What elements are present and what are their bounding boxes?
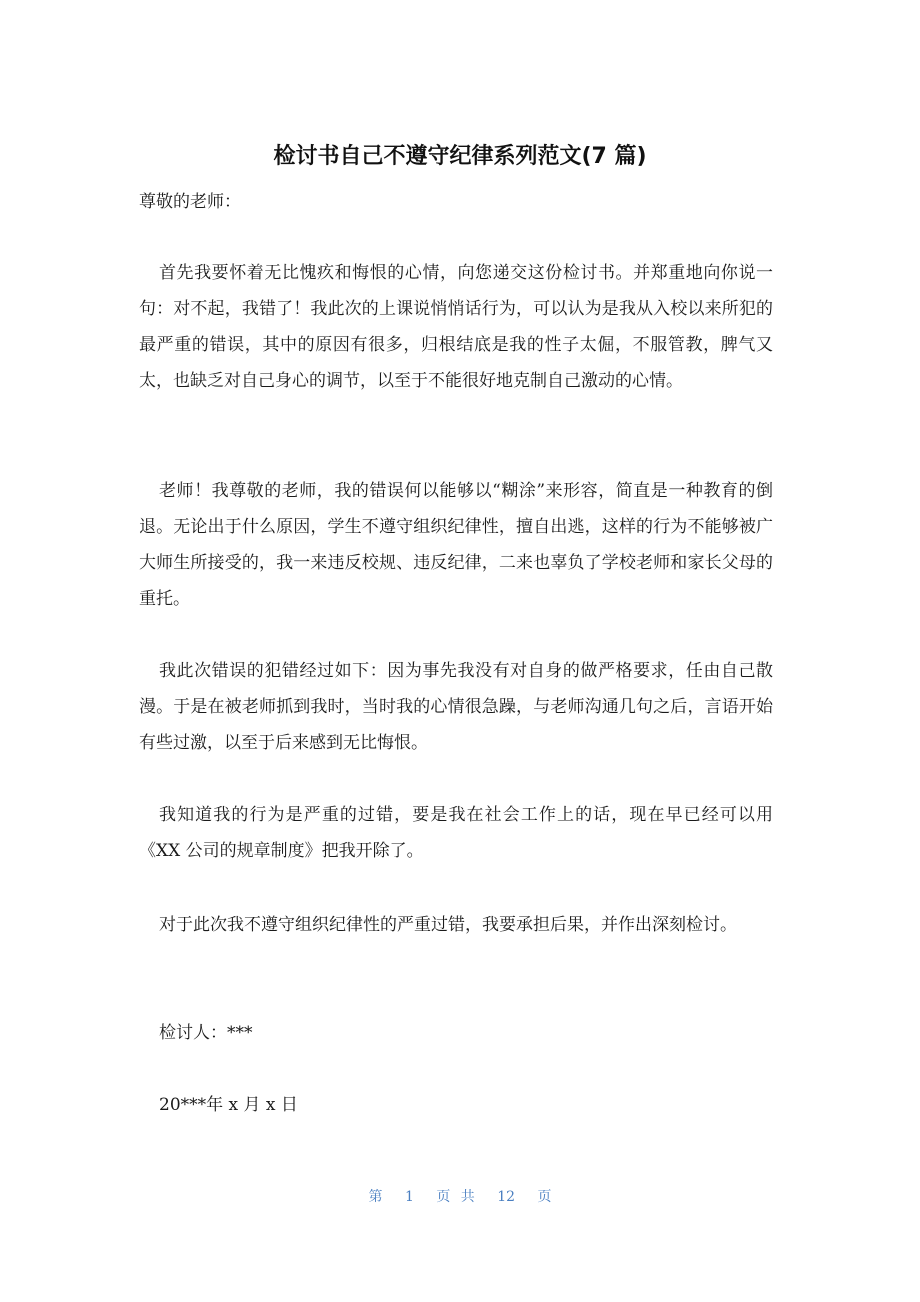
paragraph-2: 老师！我尊敬的老师，我的错误何以能够以“糊涂”来形容，简直是一种教育的倒退。无论出于什么原因，学生不遵守组织纪律性，擅自出逃，这样的行为不能够被广大师生所接受的，我一来违反校规、违反纪律，二来也辜负了学校老师和家长父母的重托。 — [139, 481, 773, 609]
salutation: 尊敬的老师： — [139, 192, 241, 212]
footer-suffix: 页 — [537, 1189, 552, 1205]
date-line: 20***年 x 月 x 日 — [159, 1095, 298, 1115]
paragraph-5: 对于此次我不遵守组织纪律性的严重过错，我要承担后果，并作出深刻检讨。 — [159, 915, 737, 935]
footer-prefix: 第 — [368, 1189, 383, 1205]
footer-current-page: 1 — [404, 1189, 414, 1205]
paragraph-4: 我知道我的行为是严重的过错，要是我在社会工作上的话，现在早已经可以用《XX 公司的规章制度》把我开除了。 — [139, 805, 773, 861]
footer-total-pages: 12 — [497, 1189, 516, 1205]
signature-line: 检讨人：*** — [159, 1023, 253, 1043]
page-footer — [0, 1185, 920, 1209]
footer-middle: 页 共 — [436, 1189, 475, 1205]
document-title: 检讨书自己不遵守纪律系列范文(7 篇) — [273, 144, 647, 169]
paragraph-1: 首先我要怀着无比愧疚和悔恨的心情，向您递交这份检讨书。并郑重地向你说一句：对不起，我错了！我此次的上课说悄悄话行为，可以认为是我从入校以来所犯的最严重的错误，其中的原因有很多，归根结底是我的性子太倔，不服管教，脾气又太，也缺乏对自己身心的调节，以至于不能很好地克制自己激动的心情。 — [139, 263, 773, 391]
paragraph-3: 我此次错误的犯错经过如下：因为事先我没有对自身的做严格要求，任由自己散漫。于是在被老师抓到我时，当时我的心情很急躁，与老师沟通几句之后，言语开始有些过激，以至于后来感到无比悔恨。 — [139, 661, 773, 753]
